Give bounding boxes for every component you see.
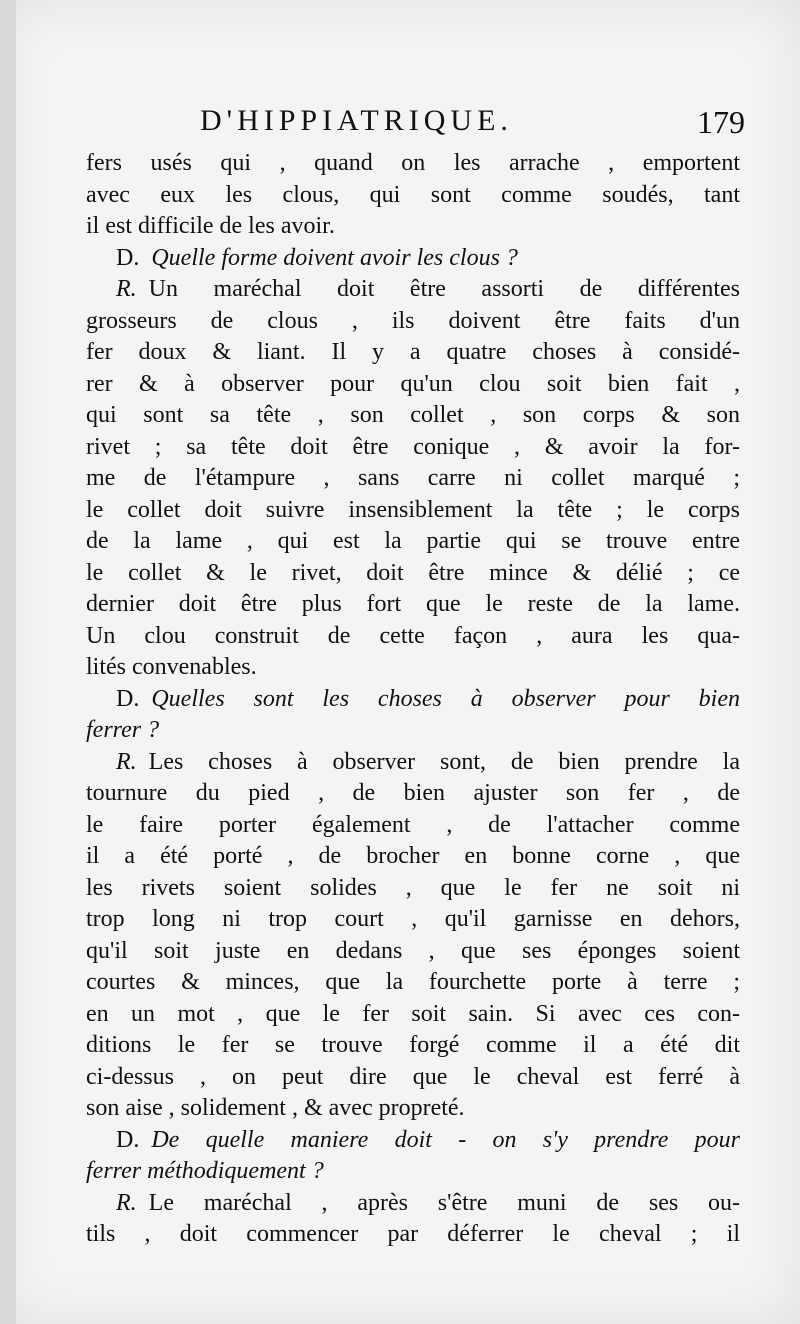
text-line: fers usés qui , quand on les arrache , emportent xyxy=(86,150,740,176)
answer-label: R. xyxy=(116,748,137,775)
text-line: rer & à observer pour qu'un clou soit bien fait , xyxy=(86,370,740,397)
text-line: me de l'étampure , sans carre ni collet marqué ; xyxy=(86,465,740,491)
answer-label: R. xyxy=(116,1189,137,1216)
text-line: dernier doit être plus fort que le reste de la lame. xyxy=(86,591,740,617)
running-title: D'HIPPIATRIQUE. xyxy=(200,104,513,137)
text-line: le faire porter également , de l'attacher comme xyxy=(86,811,740,838)
answer-line xyxy=(86,1188,740,1220)
text-line: le collet & le rivet, doit être mince & délié ; ce xyxy=(86,559,740,586)
text-line: trop long ni trop court , qu'il garnisse en dehors, xyxy=(86,906,740,932)
text-line: tournure du pied , de bien ajuster son fer , de xyxy=(86,780,740,806)
text-line: Un clou construit de cette façon , aura les qua- xyxy=(86,622,740,649)
answer-text: Un maréchal doit être assorti de différentes xyxy=(148,276,740,302)
text-line: son aise , solidement , & avec propreté. xyxy=(86,1095,465,1121)
text-line: ci-dessus , on peut dire que le cheval est ferré à xyxy=(86,1063,740,1090)
text-line: de la lame , qui est la partie qui se trouve entre xyxy=(86,528,740,554)
text-line: il est difficile de les avoir. xyxy=(86,213,335,239)
answer-label: R. xyxy=(116,276,137,302)
text-line: tils , doit commencer par déferrer le cheval ; il xyxy=(86,1221,740,1247)
answer-line xyxy=(86,274,740,306)
text-line: ditions le fer se trouve forgé comme il a été dit xyxy=(86,1032,740,1058)
text-line: avec eux les clous, qui sont comme soudés, tant xyxy=(86,181,740,208)
text-line: courtes & minces, que la fourchette porte à terre ; xyxy=(86,969,740,995)
text-line: qu'il soit juste en dedans , que ses éponges soient xyxy=(86,937,740,964)
question-line xyxy=(86,684,740,716)
question-label: D. xyxy=(116,244,140,271)
text-line: fer doux & liant. Il y a quatre choses à considé- xyxy=(86,339,740,365)
answer-text: Les choses à observer sont, de bien prendre la xyxy=(148,748,740,775)
question-label: D. xyxy=(116,1126,140,1153)
text-line: le collet doit suivre insensiblement la tête ; le corps xyxy=(86,496,740,523)
text-line: lités convenables. xyxy=(86,654,257,680)
question-line xyxy=(86,243,740,275)
text-line: qui sont sa tête , son collet , son corps & son xyxy=(86,402,740,428)
answer-text: Le maréchal , après s'être muni de ses ou- xyxy=(148,1189,740,1216)
text-line: grosseurs de clous , ils doivent être faits d'un xyxy=(86,307,740,334)
question-text: De quelle maniere doit - on s'y prendre pour xyxy=(151,1126,740,1153)
question-text: Quelle forme doivent avoir les clous ? xyxy=(151,244,518,271)
text-line: en un mot , que le fer soit sain. Si avec ces con- xyxy=(86,1000,740,1027)
question-line-continued: ferrer méthodiquement ? xyxy=(86,1158,324,1184)
question-line xyxy=(86,1125,740,1157)
question-label: D. xyxy=(116,685,140,712)
text-line: les rivets soient solides , que le fer ne soit ni xyxy=(86,874,740,901)
text-line: il a été porté , de brocher en bonne corne , que xyxy=(86,843,740,869)
page-header xyxy=(200,104,745,144)
page-number: 179 xyxy=(697,104,745,140)
question-line-continued: ferrer ? xyxy=(86,717,160,743)
question-text: Quelles sont les choses à observer pour bien xyxy=(151,685,740,712)
text-line: rivet ; sa tête doit être conique , & avoir la for- xyxy=(86,433,740,460)
answer-line xyxy=(86,747,740,779)
body-text xyxy=(86,148,740,1251)
